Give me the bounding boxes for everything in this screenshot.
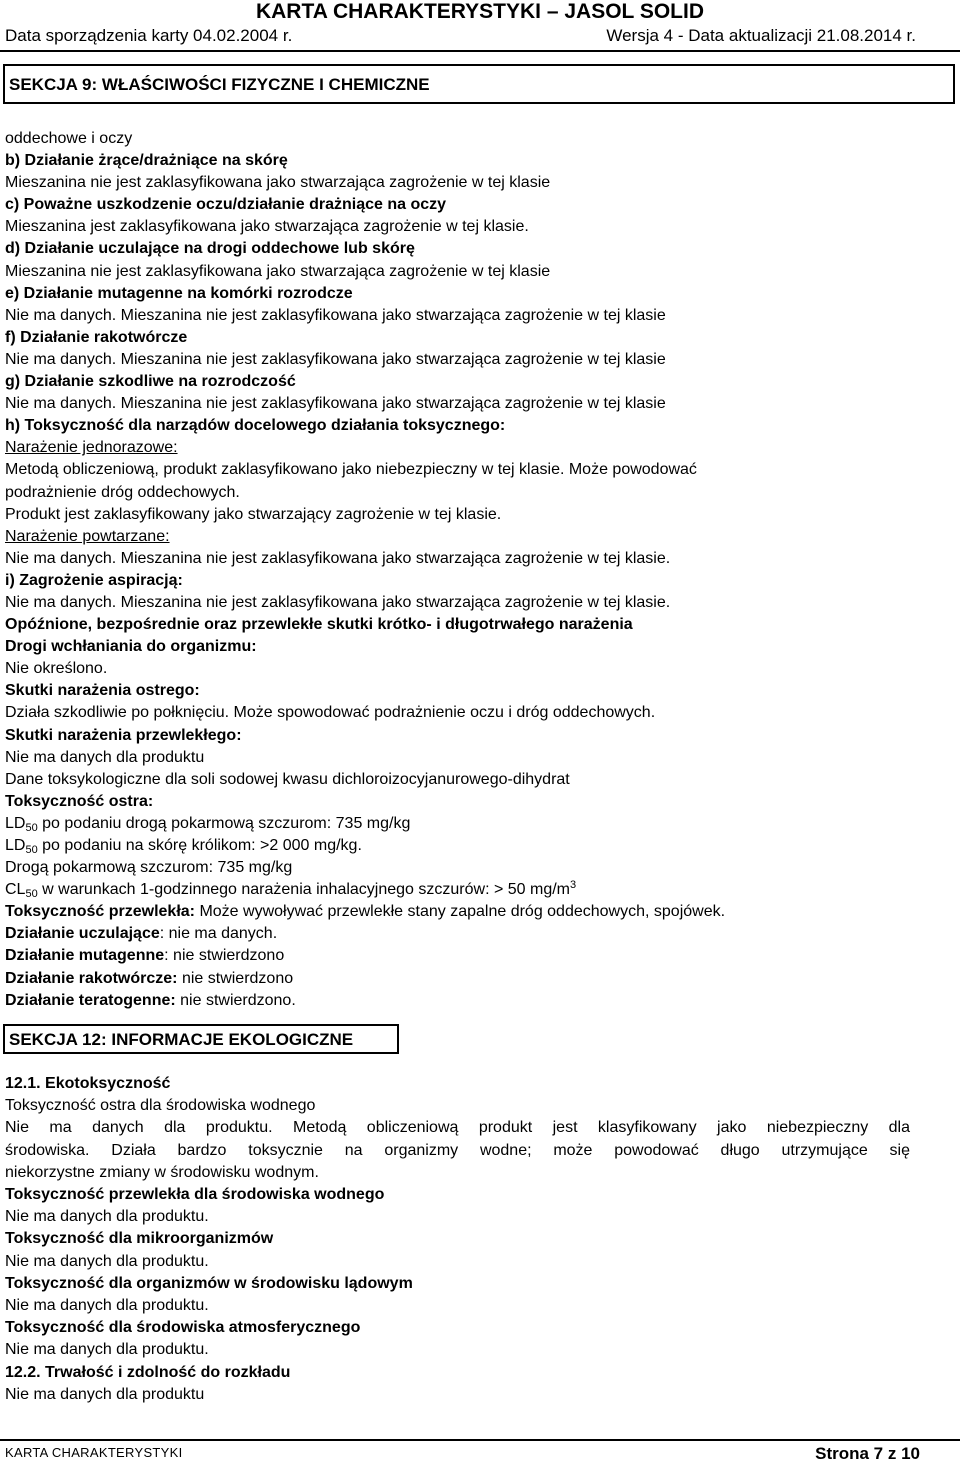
footer-divider [0,1439,960,1441]
footer-doc-label: KARTA CHARAKTERYSTYKI [5,1445,183,1460]
text-line: Nie ma danych dla produktu [5,748,205,766]
subheading: e) Działanie mutagenne na komórki rozrodcze [5,284,353,302]
document-title: KARTA CHARAKTERYSTYKI – JASOL SOLID [255,0,705,23]
subscript: 50 [25,821,38,834]
ld-text: po podaniu drogą pokarmową szczurom: 735 mg/kg [37,814,411,832]
text-line: Nie ma danych dla produktu. Metodą obliczeniową produkt jest klasyfikowany jako niebezpieczny dla [5,1119,910,1137]
section-12-title: SEKCJA 12: INFORMACJE EKOLOGICZNE [9,1030,354,1049]
text-line: Mieszanina jest zaklasyfikowana jako stwarzająca zagrożenie w tej klasie. [5,218,529,236]
bold-label: Toksyczność przewlekła: [5,903,195,921]
value-text: : nie ma danych. [159,925,278,943]
text-line: Działa szkodliwie po połknięciu. Może spowodować podrażnienie oczu i dróg oddechowych. [5,704,656,722]
subheading: Skutki narażenia ostrego: [5,682,200,700]
subheading: Toksyczność ostra: [5,792,154,810]
teratogenicity-line [5,990,915,1012]
mutagenicity-line [5,945,915,967]
subheading: c) Poważne uszkodzenie oczu/działanie drażniące na oczy [5,196,447,214]
section-12-body [5,1073,910,1406]
subheading: Toksyczność dla organizmów w środowisku lądowym [5,1274,413,1292]
text-line: Nie ma danych. Mieszanina nie jest zaklasyfikowana jako stwarzająca zagrożenie w tej klasie. [5,549,671,567]
section-9-heading-box [3,64,955,104]
subheading: b) Działanie żrące/drażniące na skórę [5,152,288,170]
cl50-line [5,879,915,901]
text-line: niekorzystne zmiany w środowisku wodnym. [5,1163,319,1181]
text-line: Nie ma danych dla produktu. [5,1341,209,1359]
text-line: Nie ma danych dla produktu. [5,1297,209,1315]
section-12-heading-box [3,1024,399,1054]
cl-label: CL [5,881,26,899]
version-date: Wersja 4 - Data aktualizacji 21.08.2014 r. [606,26,916,45]
bold-label: Działanie mutagenne [5,947,165,965]
creation-date: Data sporządzenia karty 04.02.2004 r. [5,26,293,45]
subheading: i) Zagrożenie aspiracją: [5,571,183,589]
bold-label: Działanie rakotwórcze: [5,969,178,987]
text-line: środowiska. Działa bardzo toksycznie na organizmy wodne; może powodować długo utrzymujące się [5,1141,910,1159]
value-text: Może wywoływać przewlekłe stany zapalne dróg oddechowych, spojówek. [195,903,726,921]
text-line: Mieszanina nie jest zaklasyfikowana jako stwarzająca zagrożenie w tej klasie [5,174,551,192]
text-line: Dane toksykologiczne dla soli sodowej kwasu dichloroizocyjanurowego-dihydrat [5,770,570,788]
subheading: h) Toksyczność dla narządów docelowego działania toksycznego: [5,417,506,435]
underlined-label: Narażenie jednorazowe: [5,439,178,457]
text-line: podrażnienie dróg oddechowych. [5,483,240,501]
page-number: Strona 7 z 10 [815,1444,920,1463]
chronic-toxicity-line [5,901,915,923]
text-line: Nie ma danych. Mieszanina nie jest zaklasyfikowana jako stwarzająca zagrożenie w tej klasie. [5,593,671,611]
sensitization-line [5,923,915,945]
subheading: f) Działanie rakotwórcze [5,328,188,346]
section-9-title: SEKCJA 9: WŁAŚCIWOŚCI FIZYCZNE I CHEMICZNE [9,75,430,94]
subheading: 12.1. Ekotoksyczność [5,1075,171,1092]
carcinogenicity-line [5,968,915,990]
page-header [0,0,960,48]
subheading: Toksyczność dla mikroorganizmów [5,1230,274,1248]
text-line: Toksyczność ostra dla środowiska wodnego [5,1097,316,1115]
text-line: Produkt jest zaklasyfikowany jako stwarzający zagrożenie w tej klasie. [5,505,502,523]
text-line: Nie ma danych dla produktu. [5,1252,209,1270]
header-divider [0,50,960,52]
superscript: 3 [570,879,577,892]
text-line: Nie ma danych dla produktu. [5,1208,209,1226]
section-9-body [5,128,915,1012]
ld-label: LD [5,814,26,832]
subscript: 50 [25,844,38,856]
subheading: g) Działanie szkodliwe na rozrodczość [5,373,296,391]
subheading: Opóźnione, bezpośrednie oraz przewlekłe skutki krótko- i długotrwałego narażenia [5,616,633,634]
text-line: Drogą pokarmową szczurom: 735 mg/kg [5,859,293,877]
text-line: oddechowe i oczy [5,130,133,147]
ld-text: po podaniu na skórę królikom: >2 000 mg/kg. [37,837,362,854]
ld-label: LD [5,837,26,854]
ld50-dermal-line [5,835,915,857]
value-text: nie stwierdzono. [175,991,296,1009]
bold-label: Działanie uczulające [5,925,160,943]
text-line: Metodą obliczeniową, produkt zaklasyfikowano jako niebezpieczny w tej klasie. Może powodować [5,461,697,479]
cl-text: w warunkach 1-godzinnego narażenia inhalacyjnego szczurów: > 50 mg/m [37,881,570,899]
text-line: Nie ma danych. Mieszanina nie jest zaklasyfikowana jako stwarzająca zagrożenie w tej klasie [5,306,666,324]
bold-label: Działanie teratogenne: [5,991,176,1009]
subscript: 50 [25,888,38,901]
text-line: Nie ma danych. Mieszanina nie jest zaklasyfikowana jako stwarzająca zagrożenie w tej klasie [5,350,666,368]
text-line: Nie ma danych dla produktu [5,1385,205,1403]
text-line: Nie określono. [5,660,108,678]
value-text: : nie stwierdzono [164,947,285,965]
subheading: 12.2. Trwałość i zdolność do rozkładu [5,1363,291,1381]
subheading: Skutki narażenia przewlekłego: [5,726,242,744]
subheading: d) Działanie uczulające na drogi oddechowe lub skórę [5,240,415,258]
text-line: Mieszanina nie jest zaklasyfikowana jako stwarzająca zagrożenie w tej klasie [5,262,551,280]
subheading: Toksyczność przewlekła dla środowiska wodnego [5,1186,385,1204]
ld50-oral-line [5,813,915,835]
value-text: nie stwierdzono [177,969,294,987]
underlined-label: Narażenie powtarzane: [5,527,170,545]
subheading: Toksyczność dla środowiska atmosferycznego [5,1319,361,1337]
subheading: Drogi wchłaniania do organizmu: [5,638,257,656]
text-line: Nie ma danych. Mieszanina nie jest zaklasyfikowana jako stwarzająca zagrożenie w tej klasie [5,395,666,413]
